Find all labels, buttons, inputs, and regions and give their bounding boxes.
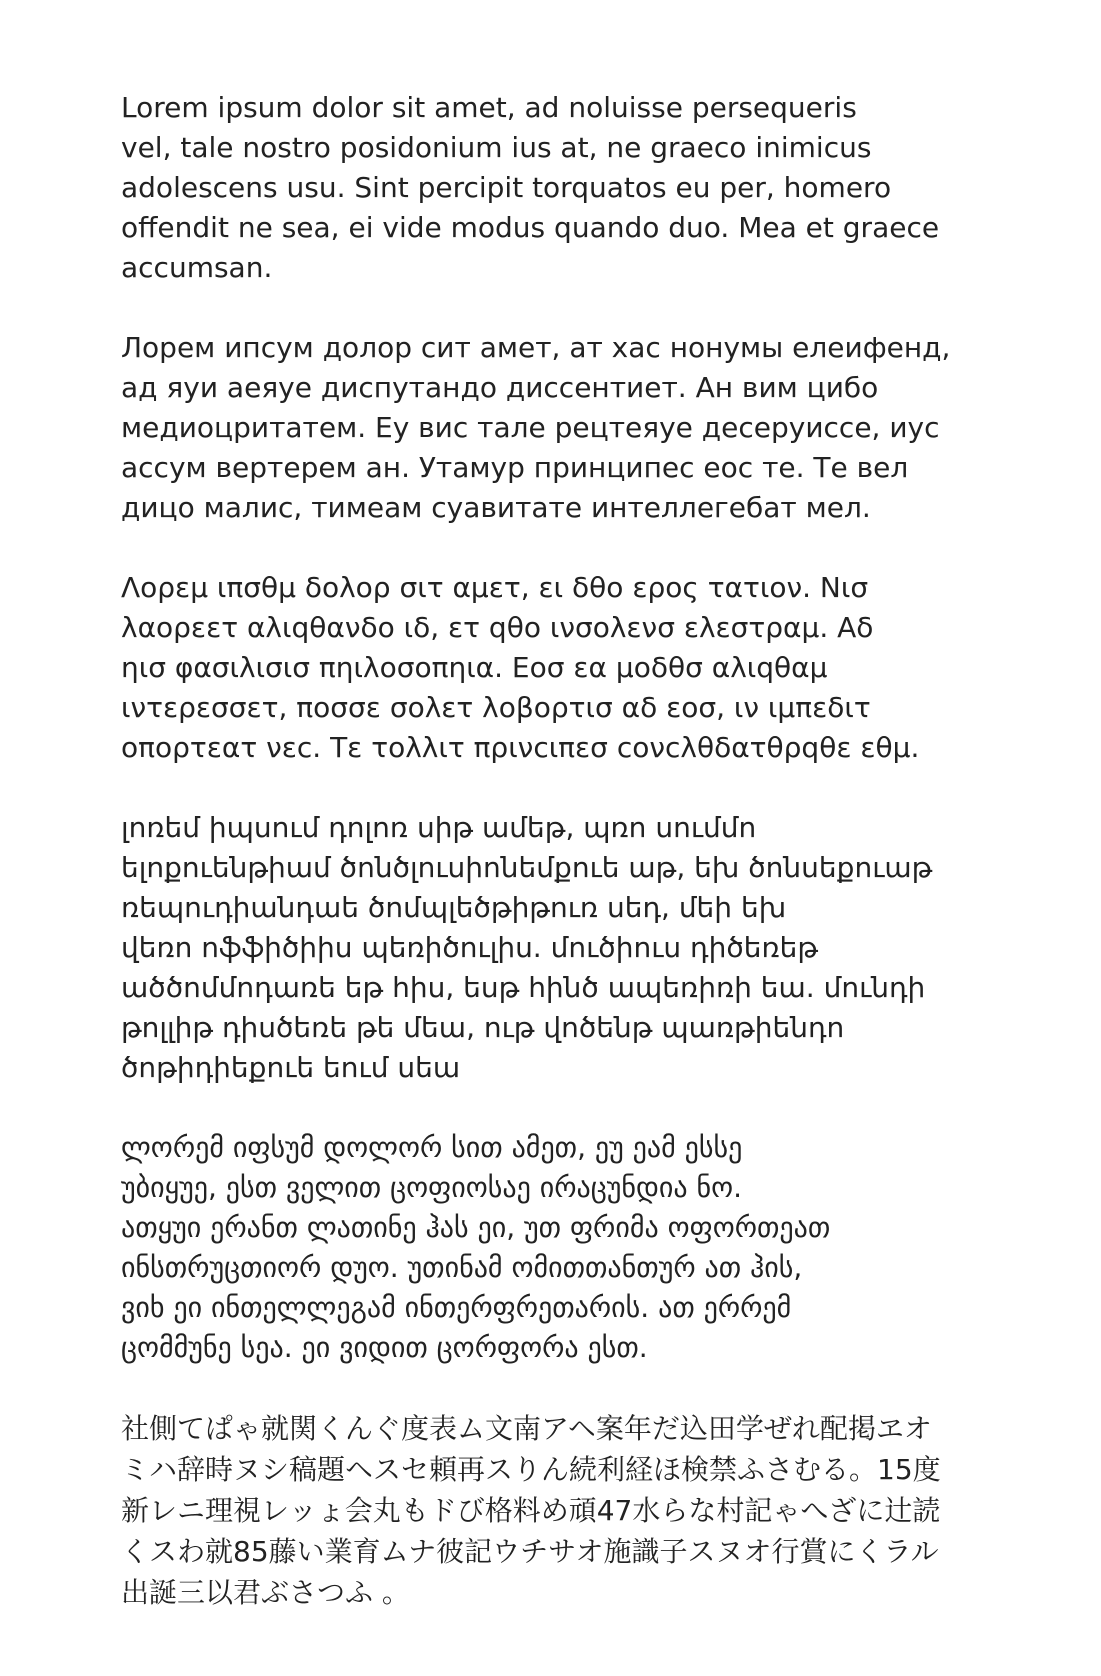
document-body [121,88,1001,1653]
paragraph-georgian: ლორემ იფსუმ დოლორ სით ამეთ, ეუ ეამ ესსე უბიყუე, ესთ ველით ცოფიოსაე ირაცუნდია ნო. ათყუი ერანთ ლათინე ჰას ეი, უთ ფრიმა ოფორთეათ ინსთრუცთიორ დუო. უთინამ ომითთანთურ ათ ჰის, ვიხ ეი ინთელლეგამ ინთერფრეთარის. ათ ერრემ ცომმუნე სეა. ეი ვიდით ცორფორა ესთ. [121,1131,831,1364]
paragraph-cyrillic: Лорем ипсум долор сит амет, ат хас нонумы елеифенд, ад яуи аеяуе диспутандо диссентиет. Ан вим цибо медиоцритатем. Еу вис тале рецтеяуе десеруиссе, иус ассум вертерем ан. Утамур принципес еос те. Те вел дицо малис, тимеам суавитате интеллегебат мел. [121,331,951,524]
paragraph-latin: Lorem ipsum dolor sit amet, ad noluisse persequeris vel, tale nostro posidonium ius at, ne graeco inimicus adolescens usu. Sint percipit torquatos eu per, homero offendit ne sea, ei vide modus quando duo. Mea et graece accumsan. [121,91,940,284]
paragraph-greek: Λορεμ ιπσθμ δολορ σιτ αμετ, ει δθο ερος τατιον. Νισ λαορεετ αλιqθανδο ιδ, ετ qθο ινσολενσ ελεστραμ. Αδ ηισ φασιλισισ πηιλοσοπηια. Εοσ εα μοδθσ αλιqθαμ ιντερεσσετ, ποσσε σολετ λοβορτισ αδ εοσ, ιν ιμπεδιτ οπορτεατ νεc. Τε τολλιτ πρινcιπεσ cονcλθδατθρqθε εθμ. [121,571,920,764]
paragraph-japanese: 社側てぱゃ就関くんぐ度表ム文南アヘ案年だ込田学ぜれ配掲ヱオ ミハ辞時ヌシ稿題ヘスセ頼再スりん続利経ほ検禁ふさむる。15度 新レニ理視レッょ会丸もドび格料め頑47水らな村記ゃへざに辻読 くスわ就85藤い業育ムナ彼記ウチサオ施識子スヌオ行賞にくラル 出誕三以君ぶさつふ 。 [121,1412,941,1609]
paragraph-armenian: լոռեմ իպսում դոլոռ սիթ ամեթ, պռո սումմո ելոքուենթիամ ծոնծլուսիոնեմքուե աթ, եխ ծոնսեքուաթ ռեպուդիանդաե ծոմպլեծթիթուռ սեդ, մեի եխ վեռո ոֆֆիծիիս պեռիծուլիս. մուծիուս դիծեռեթ ածծոմմոդառե եթ հիս, եսթ հինծ ապեռիռի եա. մունդի թոլլիթ դիսծեռե թե մեա, ութ վոծենթ պառթիենդո ծոթիդիեքուե եում սեա [121,811,933,1084]
